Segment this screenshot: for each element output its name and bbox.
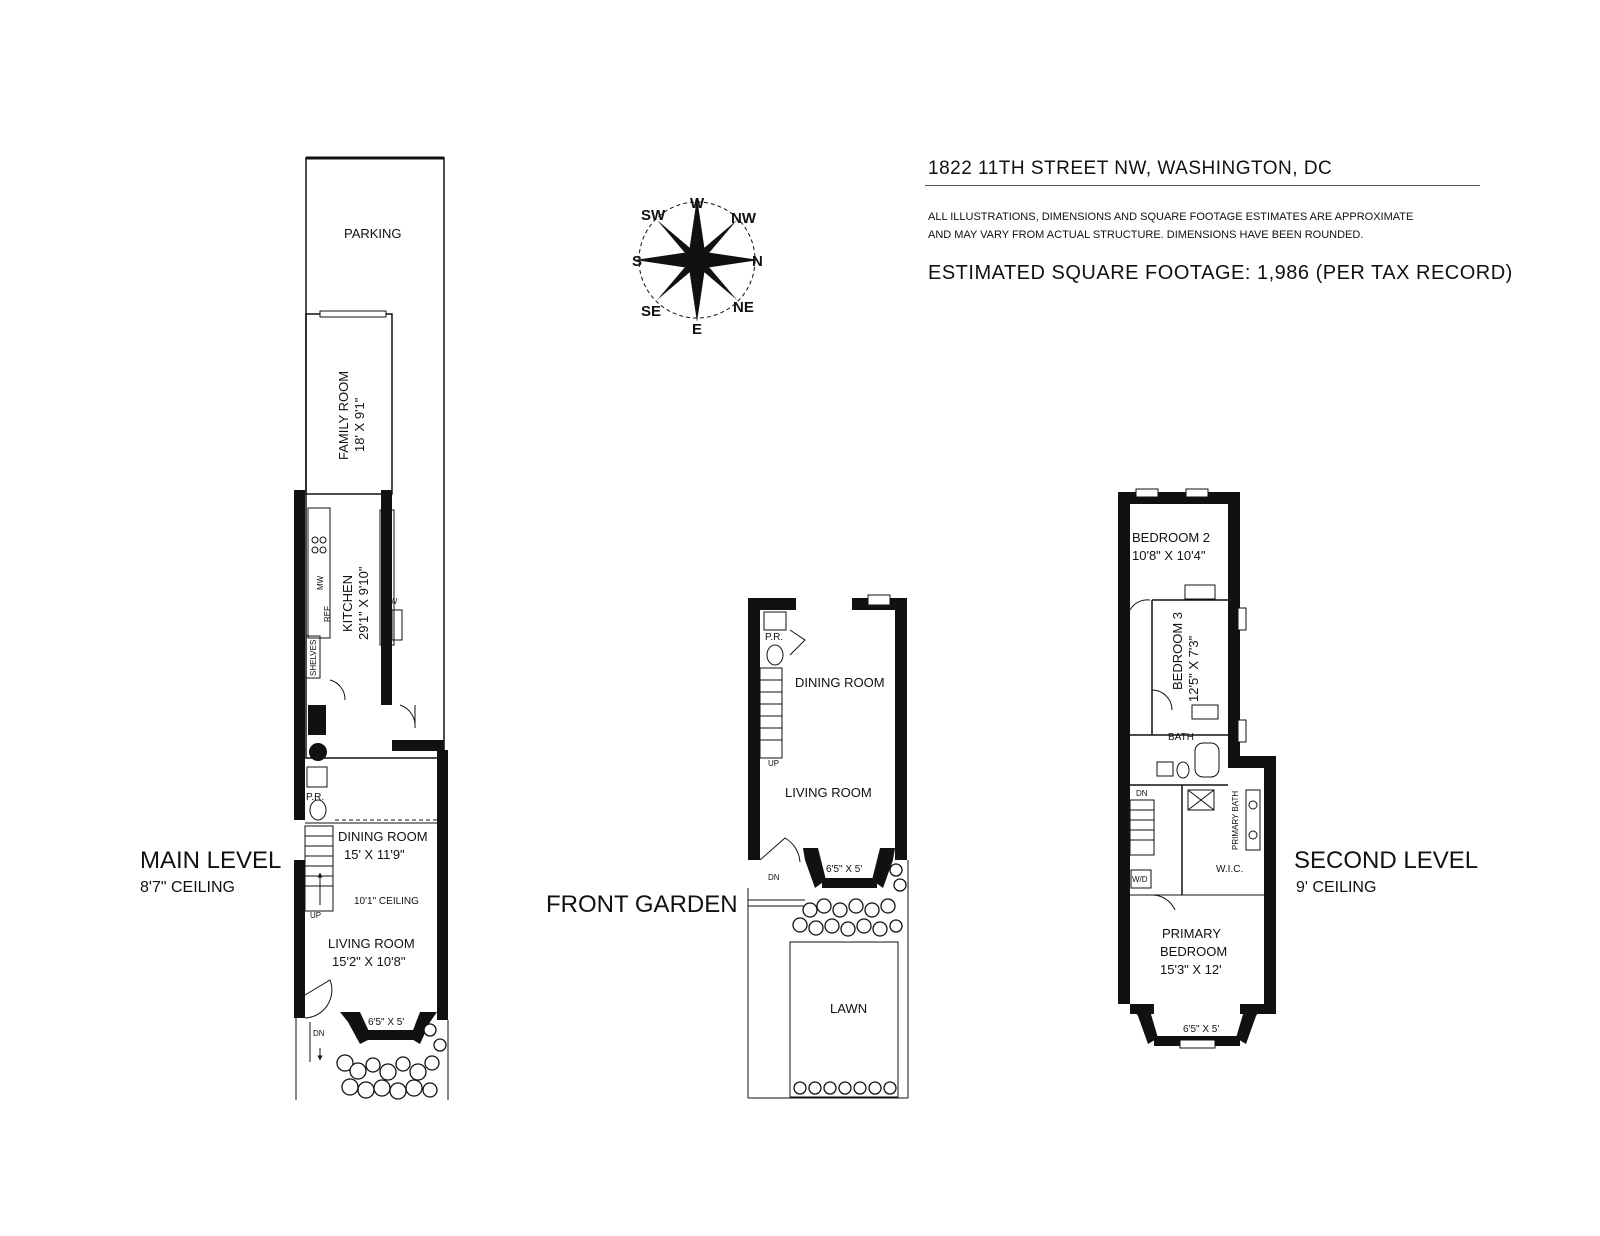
fg-bay-label: 6'5" X 5' <box>826 864 863 875</box>
sl-south-wall-left <box>1130 1004 1154 1014</box>
bath-label: BATH <box>1168 732 1194 743</box>
vanity-sink <box>1249 831 1257 839</box>
compass-label-w: W <box>690 195 705 212</box>
primary-vanity <box>1246 790 1260 850</box>
stone <box>396 1057 410 1071</box>
wd-label: W/D <box>1132 875 1148 884</box>
bedroom2-dimensions: 10'8" X 10'4" <box>1132 548 1206 563</box>
main-dining-room-dimensions: 15' X 11'9" <box>344 847 405 862</box>
second-level-plan <box>1118 489 1276 1048</box>
sl-stair-dn-label: DN <box>1136 789 1148 798</box>
disclaimer-line-1: ALL ILLUSTRATIONS, DIMENSIONS AND SQUARE FOOTAGE ESTIMATES ARE APPROXIMATE <box>928 211 1414 223</box>
primary-bedroom-dimensions: 15'3" X 12' <box>1160 962 1222 977</box>
front-garden-plan <box>748 595 908 1098</box>
sl-bay-label: 6'5" X 5' <box>1183 1024 1220 1035</box>
kitchen-label: KITCHEN <box>340 574 355 632</box>
compass-label-n: N <box>752 253 763 270</box>
main-west-wall-upper <box>294 490 305 820</box>
main-living-room-dimensions: 15'2" X 10'8" <box>332 954 406 969</box>
square-footage: ESTIMATED SQUARE FOOTAGE: 1,986 (PER TAX RECORD) <box>928 262 1513 284</box>
main-dining-room-label: DINING ROOM <box>338 829 428 844</box>
bedroom3-door <box>1152 690 1172 710</box>
main-rear-door <box>400 705 415 728</box>
stone <box>342 1079 358 1095</box>
fg-pr-toilet <box>767 645 783 665</box>
refrigerator-label: REF <box>323 606 332 622</box>
compass-label-nw: NW <box>731 210 756 227</box>
stone <box>894 879 906 891</box>
utility-appliance <box>308 705 326 735</box>
stone <box>390 1083 406 1099</box>
family-room-window <box>320 311 386 317</box>
bedroom3-dimensions: 12'5" X 7'3" <box>1186 635 1201 702</box>
second-level-ceiling: 9' CEILING <box>1296 879 1377 896</box>
fg-bay-front <box>822 878 877 888</box>
primary-bedroom-door <box>1152 895 1175 910</box>
main-level-title: MAIN LEVEL <box>140 847 282 874</box>
main-bay-label: 6'5" X 5' <box>368 1017 405 1028</box>
stone <box>366 1058 380 1072</box>
dishwasher-label: DW <box>384 597 398 606</box>
stone <box>434 1039 446 1051</box>
stone <box>857 919 871 933</box>
stone <box>833 903 847 917</box>
primary-bedroom-label-1: PRIMARY <box>1162 926 1221 941</box>
stone <box>825 919 839 933</box>
compass-label-se: SE <box>641 303 662 320</box>
stone <box>854 1082 866 1094</box>
family-room-dimensions: 18' X 9'1" <box>352 397 367 452</box>
stone <box>423 1083 437 1097</box>
stone <box>410 1064 426 1080</box>
sl-south-wall-right <box>1240 1004 1276 1014</box>
fg-north-wall-left <box>748 598 796 610</box>
water-heater <box>309 743 327 761</box>
main-level-plan <box>294 158 448 1100</box>
stone <box>406 1080 422 1096</box>
main-powder-room-label: P.R. <box>306 792 325 803</box>
sl-window <box>1238 720 1246 742</box>
microwave-label: MW <box>316 575 325 590</box>
main-east-wall <box>437 750 448 1020</box>
stone <box>839 1082 851 1094</box>
main-level-ceiling: 8'7" CEILING <box>140 879 235 896</box>
compass-label-sw: SW <box>641 207 666 224</box>
compass-label-ne: NE <box>733 299 754 316</box>
stone <box>824 1082 836 1094</box>
fg-stair <box>760 668 782 758</box>
stone <box>884 1082 896 1094</box>
fg-dining-room-label: DINING ROOM <box>795 675 885 690</box>
main-dn-label: DN <box>313 1029 325 1038</box>
kitchen-dimensions: 29'1" X 9'10" <box>356 566 371 640</box>
stove-burner <box>312 537 318 543</box>
dining-north-wall <box>392 740 444 751</box>
parking-outline <box>306 158 444 758</box>
sl-stair <box>1130 800 1154 855</box>
bedroom3-closet <box>1192 705 1218 719</box>
fg-window <box>868 595 890 605</box>
front-garden-title: FRONT GARDEN <box>546 891 738 918</box>
main-stair-up-label: UP <box>310 911 322 920</box>
compass-label-s: S <box>632 253 643 270</box>
bath-tub <box>1195 743 1219 777</box>
sl-window <box>1186 489 1208 497</box>
stone <box>793 918 807 932</box>
stone <box>869 1082 881 1094</box>
pr-sink <box>307 767 327 787</box>
stone <box>425 1056 439 1070</box>
stove-burner <box>320 537 326 543</box>
stone <box>424 1024 436 1036</box>
main-west-wall-lower <box>294 860 305 1018</box>
stone <box>380 1064 396 1080</box>
stone <box>809 921 823 935</box>
shelves-label: SHELVES <box>309 639 318 676</box>
lawn-area <box>790 942 898 1097</box>
stone <box>881 899 895 913</box>
bath-toilet <box>1177 762 1189 778</box>
wic-label: W.I.C. <box>1216 864 1244 875</box>
main-living-room-label: LIVING ROOM <box>328 936 415 951</box>
stone <box>873 922 887 936</box>
bedroom2-label: BEDROOM 2 <box>1132 530 1211 545</box>
stone <box>803 903 817 917</box>
stone <box>358 1082 374 1098</box>
family-room-label: FAMILY ROOM <box>336 370 351 460</box>
primary-bath-label: PRIMARY BATH <box>1231 790 1240 850</box>
stone <box>374 1080 390 1096</box>
pr-toilet <box>310 800 326 820</box>
fg-entry-door <box>760 838 800 862</box>
fg-pr-sink <box>764 612 786 630</box>
stone <box>841 922 855 936</box>
compass-rose <box>632 195 763 338</box>
stove-burner <box>312 547 318 553</box>
sl-east-wall-lower <box>1264 756 1276 1004</box>
vanity-sink <box>1249 801 1257 809</box>
fg-west-wall <box>748 598 760 860</box>
stone <box>849 899 863 913</box>
fg-dn-label: DN <box>768 873 780 882</box>
lawn-label: LAWN <box>830 1001 868 1016</box>
fg-stair-up-label: UP <box>768 759 780 768</box>
sl-window <box>1238 608 1246 630</box>
fg-powder-room-label: P.R. <box>765 632 784 643</box>
property-address: 1822 11TH STREET NW, WASHINGTON, DC <box>928 158 1333 179</box>
bath-sink <box>1157 762 1173 776</box>
main-closet-door <box>330 680 345 700</box>
bedroom3-label: BEDROOM 3 <box>1170 611 1185 690</box>
second-level-title: SECOND LEVEL <box>1294 847 1479 874</box>
stove-burner <box>320 547 326 553</box>
stone <box>865 903 879 917</box>
stone <box>890 920 902 932</box>
disclaimer-line-2: AND MAY VARY FROM ACTUAL STRUCTURE. DIMENSIONS HAVE BEEN ROUNDED. <box>928 229 1364 241</box>
fg-east-wall <box>895 598 907 860</box>
sl-west-wall <box>1118 492 1130 1004</box>
stone <box>890 864 902 876</box>
compass-label-e: E <box>692 321 703 338</box>
fg-pr-door <box>790 630 805 655</box>
bedroom2-closet <box>1185 585 1215 599</box>
stone <box>794 1082 806 1094</box>
main-stair <box>305 826 333 911</box>
main-entry-door <box>305 980 332 1018</box>
stone <box>817 899 831 913</box>
stone <box>809 1082 821 1094</box>
bedroom2-door <box>1130 600 1150 610</box>
sl-bay-window <box>1180 1040 1215 1048</box>
fg-living-room-label: LIVING ROOM <box>785 785 872 800</box>
sl-window <box>1136 489 1158 497</box>
main-inner-ceiling: 10'1" CEILING <box>354 896 419 907</box>
primary-bedroom-label-2: BEDROOM <box>1160 944 1228 959</box>
main-bay-front <box>365 1030 415 1040</box>
parking-label: PARKING <box>344 226 402 241</box>
stone <box>350 1063 366 1079</box>
fg-lawn-border <box>794 1082 896 1094</box>
